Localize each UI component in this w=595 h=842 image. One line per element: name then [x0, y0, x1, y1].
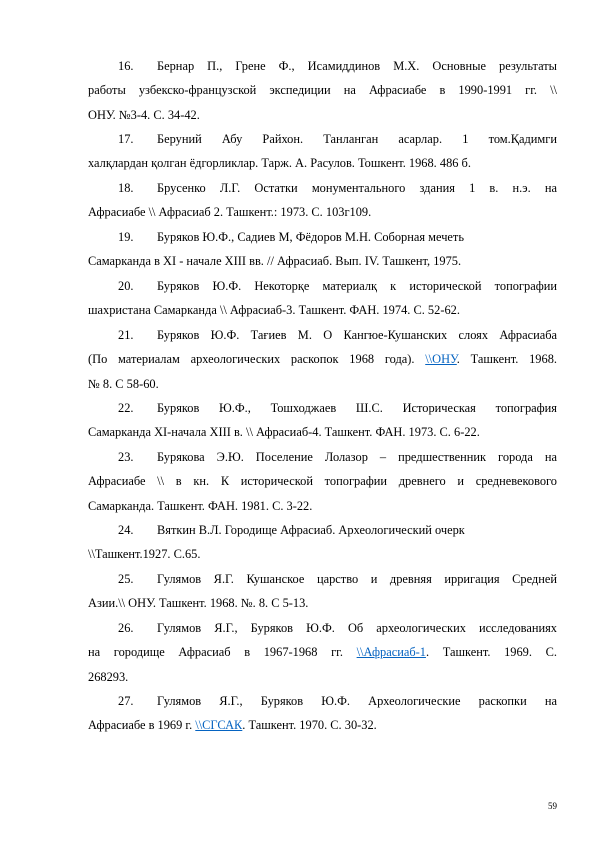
reference-text: 268293. — [88, 669, 129, 684]
reference-text: Азии.\\ ОНУ. Ташкент. 1968. №. 8. С 5-13. — [88, 596, 309, 611]
reference-text: Афрасиабе в 1969 г. — [88, 718, 196, 733]
reference-number: 27. — [118, 694, 134, 708]
reference-number: 19. — [118, 230, 134, 244]
reference-text: Гулямов Я.Г. Кушанское царство и древняя ирригация Средней — [157, 572, 557, 586]
reference-number: 24. — [118, 523, 134, 537]
reference-text: Буряков Ю.Ф. Некоторқе материалқ к исторической топографии — [157, 279, 557, 293]
reference-text: Бернар П., Грене Ф., Исамиддинов М.Х. Основные результаты — [157, 59, 557, 73]
reference-text: Афрасиабе \\ в кн. К исторической топографии древнего и средневекового — [88, 474, 557, 489]
reference-27 — [88, 689, 557, 738]
reference-text: Буряков Ю.Ф., Тошходжаев Ш.С. Историческая топография — [157, 401, 557, 415]
reference-17 — [88, 127, 557, 176]
reference-text: Гулямов Я.Г., Буряков Ю.Ф. Об археологических исследованиях — [157, 621, 557, 635]
reference-text: Вяткин В.Л. Городище Афрасиаб. Археологический очерк — [157, 523, 465, 537]
reference-text: Самарканда. Ташкент. ФАН. 1981. С. 3-22. — [88, 498, 313, 513]
reference-text: № 8. С 58-60. — [88, 376, 159, 391]
reference-text: Буряков Ю.Ф. Тағиев М. О Кангюе-Кушанских слоях Афрасиаба — [157, 328, 557, 342]
reference-number: 16. — [118, 59, 134, 73]
reference-link-sgsak[interactable]: \\СГСАК — [195, 718, 243, 733]
reference-25 — [88, 567, 557, 616]
reference-text: (По материалам археологических раскопок 1968 года). — [88, 352, 426, 367]
reference-link-onu[interactable]: \\ОНУ — [425, 352, 457, 367]
reference-26 — [88, 616, 557, 689]
reference-text: работы узбекско-французской экспедиции на Афрасиабе в 1990-1991 гг. \\ — [88, 83, 557, 98]
reference-number: 21. — [118, 328, 134, 342]
reference-text: Брусенко Л.Г. Остатки монументального здания 1 в. н.э. на — [157, 181, 557, 195]
reference-text: Самарканда в XI - начале XIII вв. // Афрасиаб. Вып. IV. Ташкент, 1975. — [88, 254, 462, 269]
reference-number: 23. — [118, 450, 134, 464]
reference-number: 22. — [118, 401, 134, 415]
reference-text: Бурякова Э.Ю. Поселение Лолазор – предшественник города на — [157, 450, 557, 464]
reference-text: . Ташкент. 1970. С. 30-32. — [242, 718, 377, 733]
reference-text: . Ташкент. 1969. С. — [425, 645, 557, 660]
reference-24 — [88, 518, 557, 567]
page-number: 59 — [548, 801, 557, 811]
reference-text: Беруний Абу Райхон. Танланган асарлар. 1 том.Қадимги — [157, 132, 557, 146]
reference-21 — [88, 323, 557, 396]
reference-text: Буряков Ю.Ф., Садиев М, Фёдоров М.Н. Соборная мечеть — [157, 230, 464, 244]
reference-text: Самарканда XI-начала XIII в. \\ Афрасиаб-4. Ташкент. ФАН. 1973. С. 6-22. — [88, 425, 480, 440]
reference-text: \\Ташкент.1927. С.65. — [88, 547, 201, 562]
reference-text: Гулямов Я.Г., Буряков Ю.Ф. Археологические раскопки на — [157, 694, 557, 708]
reference-text: шахристана Самарканда \\ Афрасиаб-3. Ташкент. ФАН. 1974. С. 52-62. — [88, 303, 460, 318]
reference-22 — [88, 396, 557, 445]
reference-18 — [88, 176, 557, 225]
reference-text: Афрасиабе \\ Афрасиаб 2. Ташкент.: 1973. С. 103г109. — [88, 205, 372, 220]
reference-text: на городище Афрасиаб в 1967-1968 гг. — [88, 645, 357, 660]
reference-number: 20. — [118, 279, 134, 293]
reference-16 — [88, 54, 557, 127]
reference-text: . Ташкент. 1968. — [456, 352, 557, 367]
reference-text: халқлардан қолган ёдгорликлар. Тарж. А. Расулов. Тошкент. 1968. 486 б. — [88, 156, 471, 171]
reference-text: ОНУ. №3-4. С. 34-42. — [88, 107, 200, 122]
reference-number: 25. — [118, 572, 134, 586]
reference-number: 18. — [118, 181, 134, 195]
reference-number: 17. — [118, 132, 134, 146]
reference-number: 26. — [118, 621, 134, 635]
reference-link-afrasiab-1[interactable]: \\Афрасиаб-1 — [356, 645, 426, 660]
reference-20 — [88, 274, 557, 323]
reference-19 — [88, 225, 557, 274]
reference-23 — [88, 445, 557, 518]
